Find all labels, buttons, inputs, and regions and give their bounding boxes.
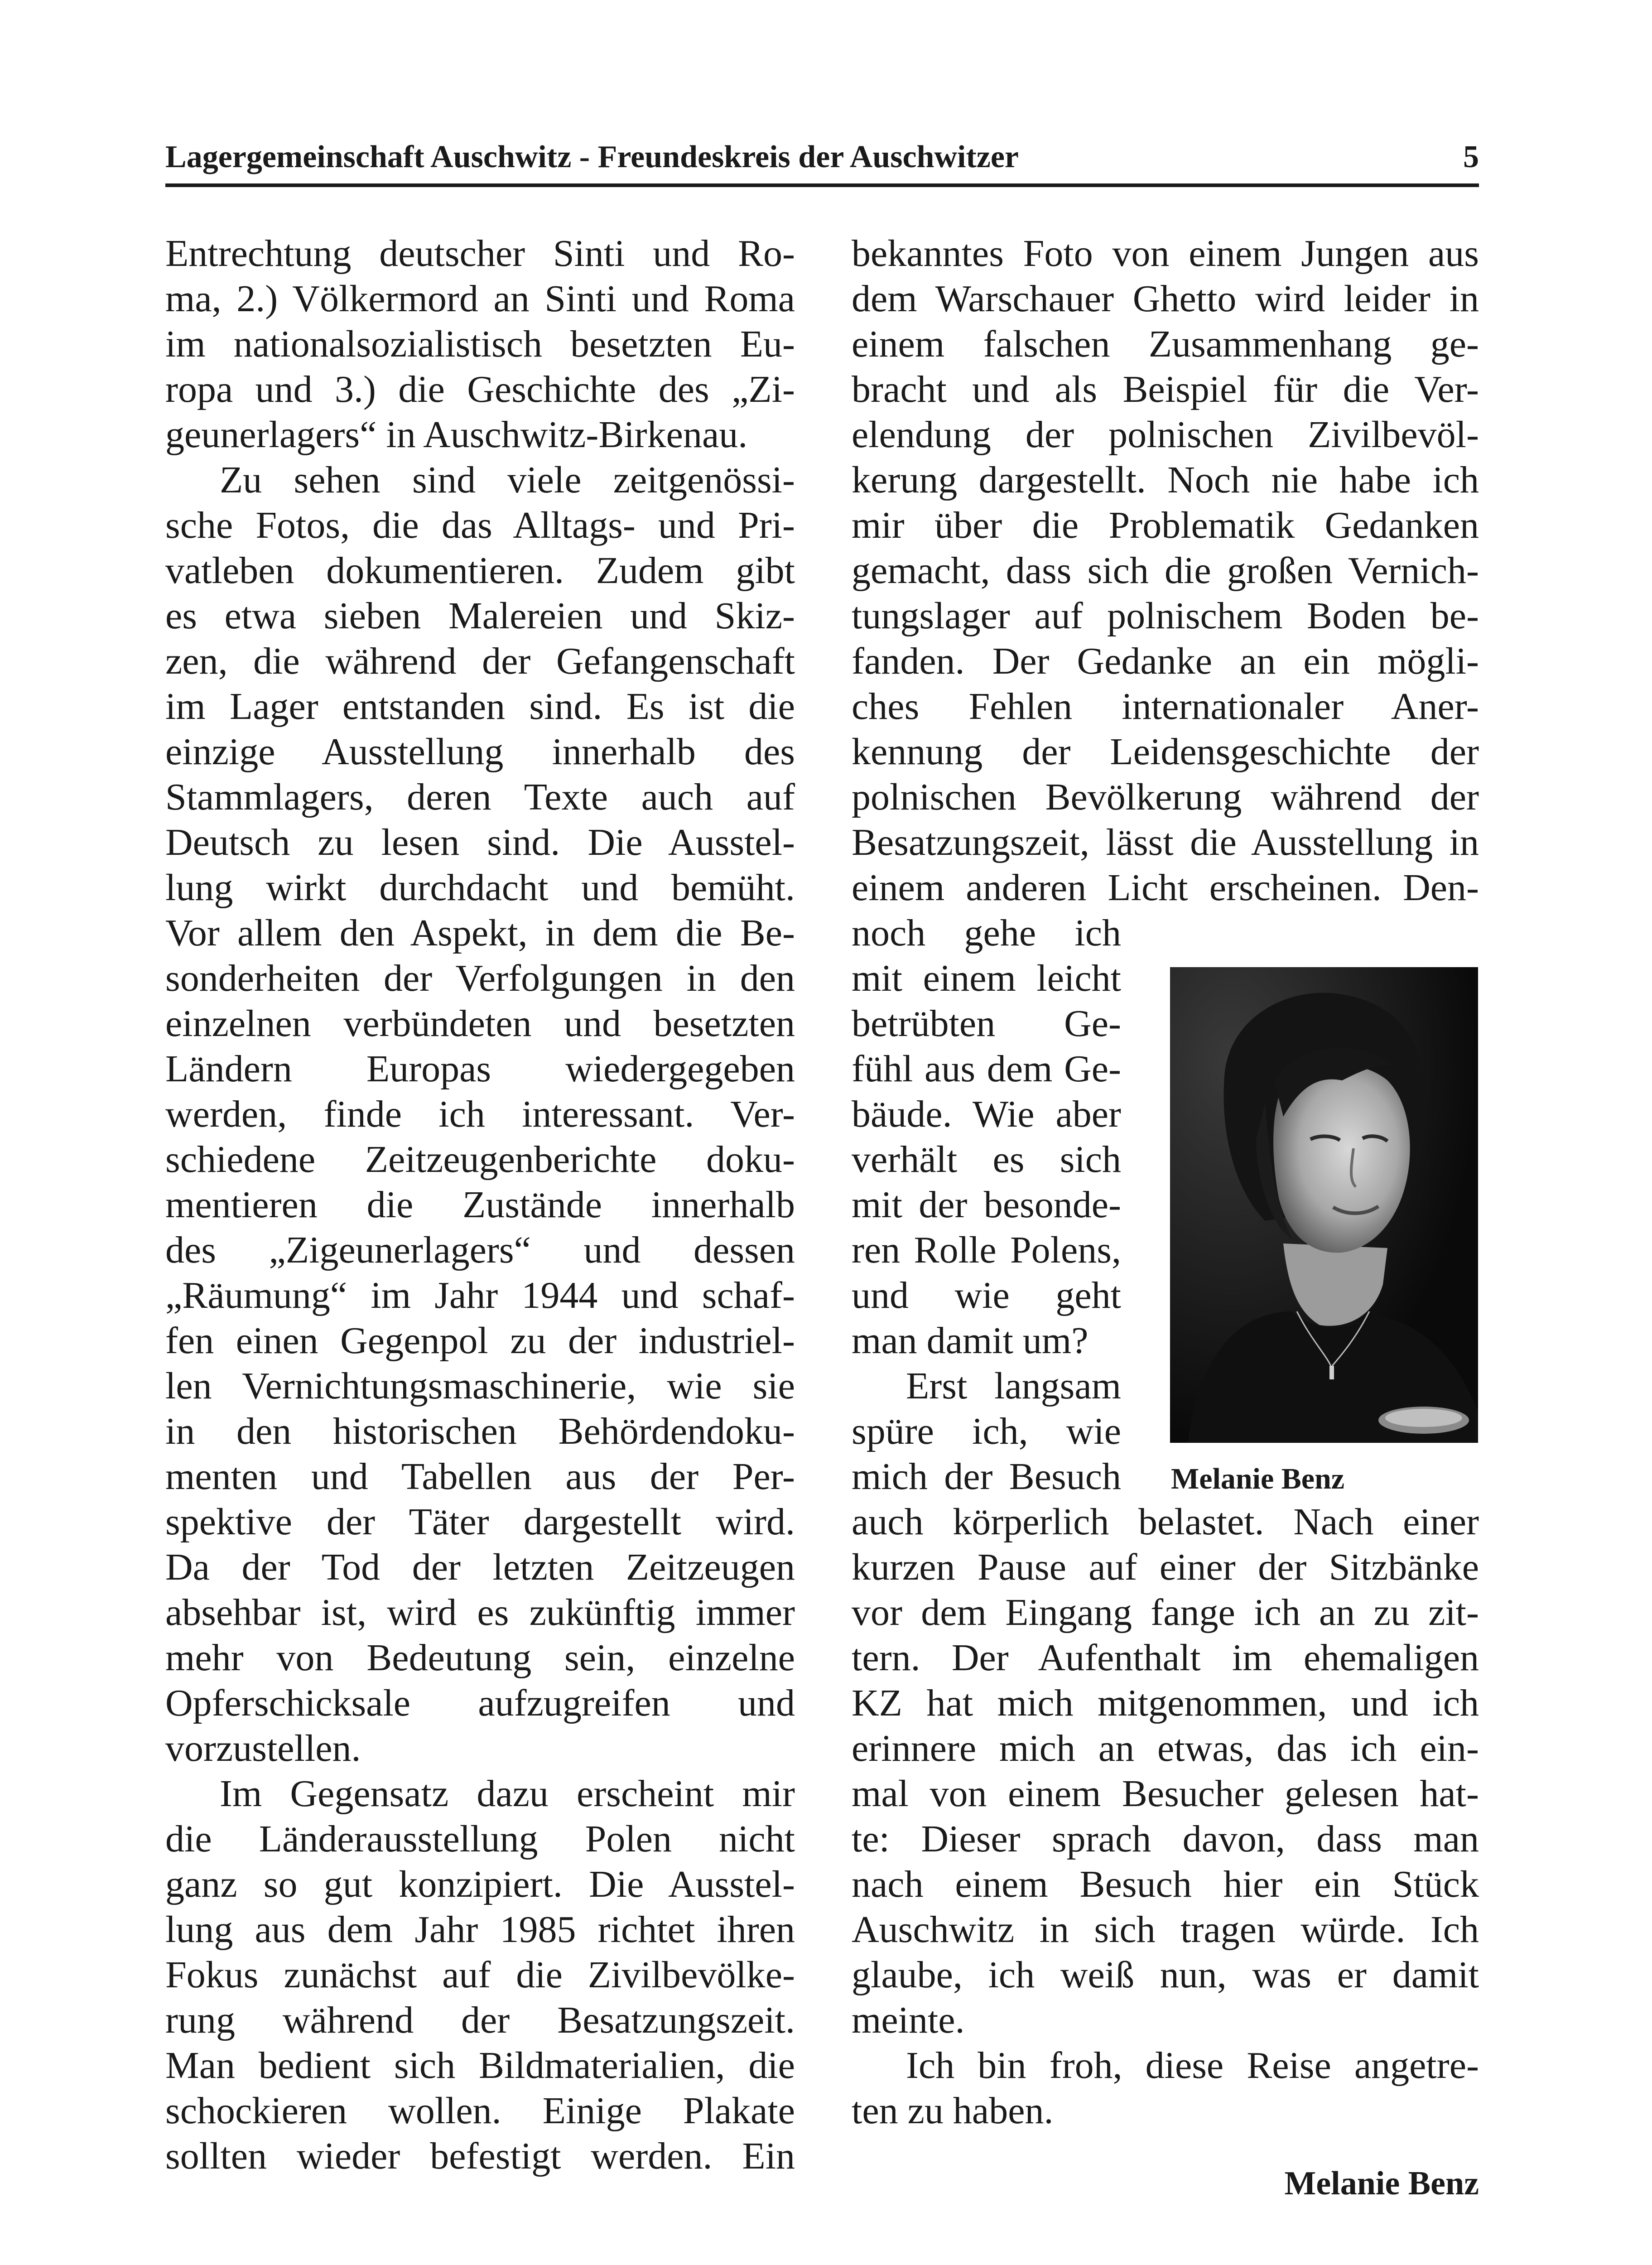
text-line: gemacht, dass sich die großen Vernich- [852, 549, 1479, 592]
paragraph-start-line: Im Gegensatz dazu erscheint mir [220, 1773, 795, 1815]
text-line: Auschwitz in sich tragen würde. Ich [852, 1908, 1479, 1951]
text-line: kennung der Leidensgeschichte der [852, 731, 1479, 773]
text-line: kurzen Pause auf einer der Sitzbänke [852, 1546, 1479, 1588]
text-line: nach einem Besuch hier ein Stück [852, 1863, 1479, 1905]
text-line: sche Fotos, die das Alltags- und Pri- [165, 504, 795, 546]
text-line: te: Dieser sprach davon, dass man [852, 1818, 1479, 1860]
text-line: rung während der Besatzungszeit. [165, 1999, 795, 2041]
text-line: einem anderen Licht erscheinen. Den- [852, 867, 1479, 909]
text-line: Opferschicksale aufzugreifen und [165, 1682, 795, 1724]
publication-title: Lagergemeinschaft Auschwitz - Freundeskreis der Auschwitzer [165, 140, 1019, 174]
text-line: geunerlagers“ in Auschwitz-Birkenau. [165, 414, 748, 456]
text-line: schiedene Zeitzeugenberichte doku- [165, 1138, 795, 1181]
text-line: tern. Der Aufenthalt im ehemaligen [852, 1637, 1479, 1679]
text-line: mit einem leicht [852, 957, 1121, 999]
text-line: Deutsch zu lesen sind. Die Ausstel- [165, 821, 795, 863]
text-line: sollten wieder befestigt werden. Ein [165, 2135, 795, 2177]
text-line: Besatzungszeit, lässt die Ausstellung in [852, 821, 1479, 863]
text-line: dem Warschauer Ghetto wird leider in [852, 278, 1479, 320]
text-line: und wie geht [852, 1274, 1121, 1316]
text-line: Man bedient sich Bildmaterialien, die [165, 2044, 795, 2087]
text-line: elendung der polnischen Zivilbevöl- [852, 414, 1479, 456]
text-line: glaube, ich weiß nun, was er damit [852, 1954, 1479, 1996]
text-line: absehbar ist, wird es zukünftig immer [165, 1591, 795, 1634]
text-line: fühl aus dem Ge- [852, 1048, 1121, 1090]
text-line: fen einen Gegenpol zu der industriel- [165, 1320, 795, 1362]
text-line: lung aus dem Jahr 1985 richtet ihren [165, 1908, 795, 1951]
text-line: ren Rolle Polens, [852, 1229, 1121, 1271]
paragraph-start-line: Ich bin froh, diese Reise angetre- [906, 2044, 1479, 2087]
text-line: die Länderausstellung Polen nicht [165, 1818, 795, 1860]
text-line: spektive der Täter dargestellt wird. [165, 1501, 795, 1543]
text-line: zen, die während der Gefangenschaft [165, 640, 795, 682]
portrait-illustration [1170, 967, 1478, 1443]
text-line: mentieren die Zustände innerhalb [165, 1184, 795, 1226]
text-line: noch gehe ich [852, 912, 1121, 954]
text-line: in den historischen Behördendoku- [165, 1410, 795, 1452]
text-line: len Vernichtungsmaschinerie, wie sie [165, 1365, 795, 1407]
text-line: einzige Ausstellung innerhalb des [165, 731, 795, 773]
text-line: bäude. Wie aber [852, 1093, 1121, 1135]
text-line: Stammlagers, deren Texte auch auf [165, 776, 795, 818]
text-line: „Räumung“ im Jahr 1944 und schaf- [165, 1274, 795, 1316]
text-line: Entrechtung deutscher Sinti und Ro- [165, 232, 795, 275]
text-line: erinnere mich an etwas, das ich ein- [852, 1727, 1479, 1769]
text-line: bekanntes Foto von einem Jungen aus [852, 232, 1479, 275]
text-line: lung wirkt durchdacht und bemüht. [165, 867, 795, 909]
text-line: ganz so gut konzipiert. Die Ausstel- [165, 1863, 795, 1905]
text-line: einzelnen verbündeten und besetzten [165, 1002, 795, 1045]
text-line: vatleben dokumentieren. Zudem gibt [165, 549, 795, 592]
author-signature: Melanie Benz [1284, 2165, 1479, 2202]
text-line: fanden. Der Gedanke an ein mögli- [852, 640, 1479, 682]
paragraph-start-line: Erst langsam [906, 1365, 1121, 1407]
text-line: sonderheiten der Verfolgungen in den [165, 957, 795, 999]
photo-caption: Melanie Benz [1171, 1462, 1345, 1495]
text-line: menten und Tabellen aus der Per- [165, 1455, 795, 1498]
text-line: im nationalsozialistisch besetzten Eu- [165, 323, 795, 365]
text-line: spüre ich, wie [852, 1410, 1121, 1452]
text-line: auch körperlich belastet. Nach einer [852, 1501, 1479, 1543]
text-line: Da der Tod der letzten Zeitzeugen [165, 1546, 795, 1588]
text-line: vor dem Eingang fange ich an zu zit- [852, 1591, 1479, 1634]
text-line: polnischen Bevölkerung während der [852, 776, 1479, 818]
text-line: des „Zigeunerlagers“ und dessen [165, 1229, 795, 1271]
text-line: man damit um? [852, 1320, 1088, 1362]
text-line: es etwa sieben Malereien und Skiz- [165, 595, 795, 637]
paragraph-start-line: Zu sehen sind viele zeitgenössi- [220, 459, 795, 501]
text-line: vorzustellen. [165, 1727, 361, 1769]
text-line: tungslager auf polnischem Boden be- [852, 595, 1479, 637]
text-line: betrübten Ge- [852, 1002, 1121, 1045]
page-number: 5 [1463, 140, 1479, 174]
text-line: Fokus zunächst auf die Zivilbevölke- [165, 1954, 795, 1996]
text-line: mal von einem Besucher gelesen hat- [852, 1773, 1479, 1815]
text-line: ropa und 3.) die Geschichte des „Zi- [165, 368, 795, 410]
page-header [165, 134, 1479, 187]
text-line: ten zu haben. [852, 2090, 1054, 2132]
text-line: KZ hat mich mitgenommen, und ich [852, 1682, 1479, 1724]
text-line: mir über die Problematik Gedanken [852, 504, 1479, 546]
text-line: ches Fehlen internationaler Aner- [852, 685, 1479, 728]
text-line: werden, finde ich interessant. Ver- [165, 1093, 795, 1135]
text-line: kerung dargestellt. Noch nie habe ich [852, 459, 1479, 501]
text-line: Vor allem den Aspekt, in dem die Be- [165, 912, 795, 954]
text-line: ma, 2.) Völkermord an Sinti und Roma [165, 278, 795, 320]
text-line: bracht und als Beispiel für die Ver- [852, 368, 1479, 410]
text-line: meinte. [852, 1999, 965, 2041]
text-line: mich der Besuch [852, 1455, 1121, 1498]
text-line: verhält es sich [852, 1138, 1121, 1181]
text-line: Ländern Europas wiedergegeben [165, 1048, 795, 1090]
text-line: schockieren wollen. Einige Plakate [165, 2090, 795, 2132]
text-line: mit der besonde- [852, 1184, 1121, 1226]
text-line: im Lager entstanden sind. Es ist die [165, 685, 795, 728]
portrait-photo [1170, 967, 1478, 1443]
text-line: mehr von Bedeutung sein, einzelne [165, 1637, 795, 1679]
text-line: einem falschen Zusammenhang ge- [852, 323, 1479, 365]
